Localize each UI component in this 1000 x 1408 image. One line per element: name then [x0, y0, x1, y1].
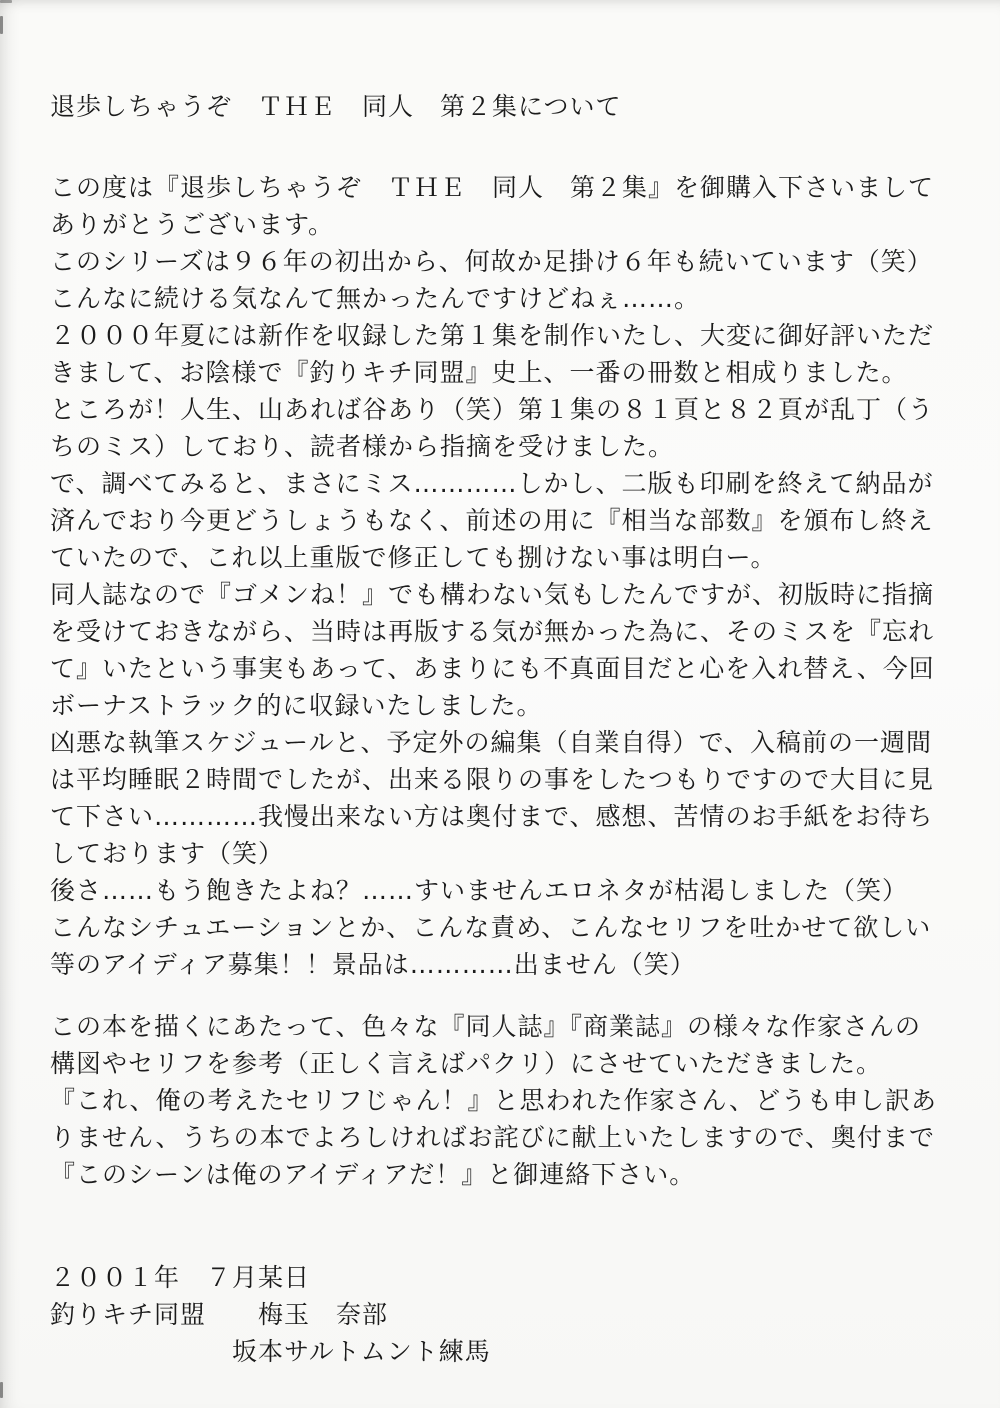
text-line: て』いたという事実もあって、あまりにも不真面目だと心を入れ替え、今回 [50, 654, 935, 683]
text-line: ありがとうございます。 [50, 210, 335, 239]
text-line: 『このシーンは俺のアイディアだ！』と御連絡下さい。 [50, 1160, 696, 1189]
colophon [50, 1259, 965, 1370]
scan-artifact [0, 0, 12, 3]
text-line: て下さい…………我慢出来ない方は奥付まで、感想、苦情のお手紙をお待ち [50, 802, 934, 831]
text-line: りません、うちの本でよろしければお詫びに献上いたしますので、奥付まで [50, 1123, 936, 1152]
text-line: こんなシチュエーションとか、こんな責め、こんなセリフを吐かせて欲しい [50, 913, 932, 942]
text-line: ボーナストラック的に収録いたしました。 [50, 691, 543, 720]
colophon-circle-and-author: 釣りキチ同盟 梅玉 奈部 [50, 1300, 389, 1329]
scan-artifact [0, 16, 3, 34]
text-line: 構図やセリフを参考（正しく言えばパクリ）にさせていただきました。 [50, 1049, 883, 1078]
credits-paragraph [50, 1008, 965, 1193]
text-line: 『これ、俺の考えたセリフじゃん！』と思われた作家さん、どうも申し訳あ [50, 1086, 938, 1115]
text-line: こんなに続ける気なんて無かったんですけどねぇ……。 [50, 284, 701, 313]
text-line: しております（笑） [50, 839, 285, 868]
text-line: 等のアイディア募集！！景品は…………出ません（笑） [50, 950, 696, 979]
text-line: この度は『退歩しちゃうぞ ＴＨＥ 同人 第２集』を御購入下さいまして [50, 173, 935, 202]
page-content [50, 88, 965, 1370]
afterword-paragraph [50, 169, 965, 983]
colophon-date: ２００１年 ７月某日 [50, 1263, 311, 1292]
text-line: は平均睡眠２時間でしたが、出来る限りの事をしたつもりですので大目に見 [50, 765, 935, 794]
text-line: で、調べてみると、まさにミス…………しかし、二版も印刷を終えて納品が [50, 469, 934, 498]
text-line: このシリーズは９６年の初出から、何故か足掛け６年も続いています（笑） [50, 247, 933, 276]
text-line: 済んでおり今更どうしょうもなく、前述の用に『相当な部数』を頒布し終え [50, 506, 934, 535]
text-line: きまして、お陰様で『釣りキチ同盟』史上、一番の冊数と相成りました。 [50, 358, 908, 387]
scan-artifact [0, 1382, 3, 1398]
text-line: ２０００年夏には新作を収録した第１集を制作いたし、大変に御好評いただ [50, 321, 935, 350]
text-line: 同人誌なので『ゴメンね！』でも構わない気もしたんですが、初版時に指摘 [50, 580, 935, 609]
text-line: を受けておきながら、当時は再版する気が無かった為に、そのミスを『忘れ [50, 617, 935, 646]
text-line: ていたので、これ以上重版で修正しても捌けない事は明白ー。 [50, 543, 777, 572]
text-line: ところが！人生、山あれば谷あり（笑）第１集の８１頁と８２頁が乱丁（う [50, 395, 935, 424]
text-line: ちのミス）しており、読者様から指摘を受けました。 [50, 432, 675, 461]
page-title: 退歩しちゃうぞ ＴＨＥ 同人 第２集について [50, 92, 622, 121]
text-line: 後さ……もう飽きたよね？……すいませんエロネタが枯渇しました（笑） [50, 876, 909, 905]
colophon-author-2: 坂本サルトムント練馬 [50, 1337, 491, 1366]
text-line: 凶悪な執筆スケジュールと、予定外の編集（自業自得）で、入稿前の一週間 [50, 728, 933, 757]
text-line: この本を描くにあたって、色々な『同人誌』『商業誌』の様々な作家さんの [50, 1012, 922, 1041]
